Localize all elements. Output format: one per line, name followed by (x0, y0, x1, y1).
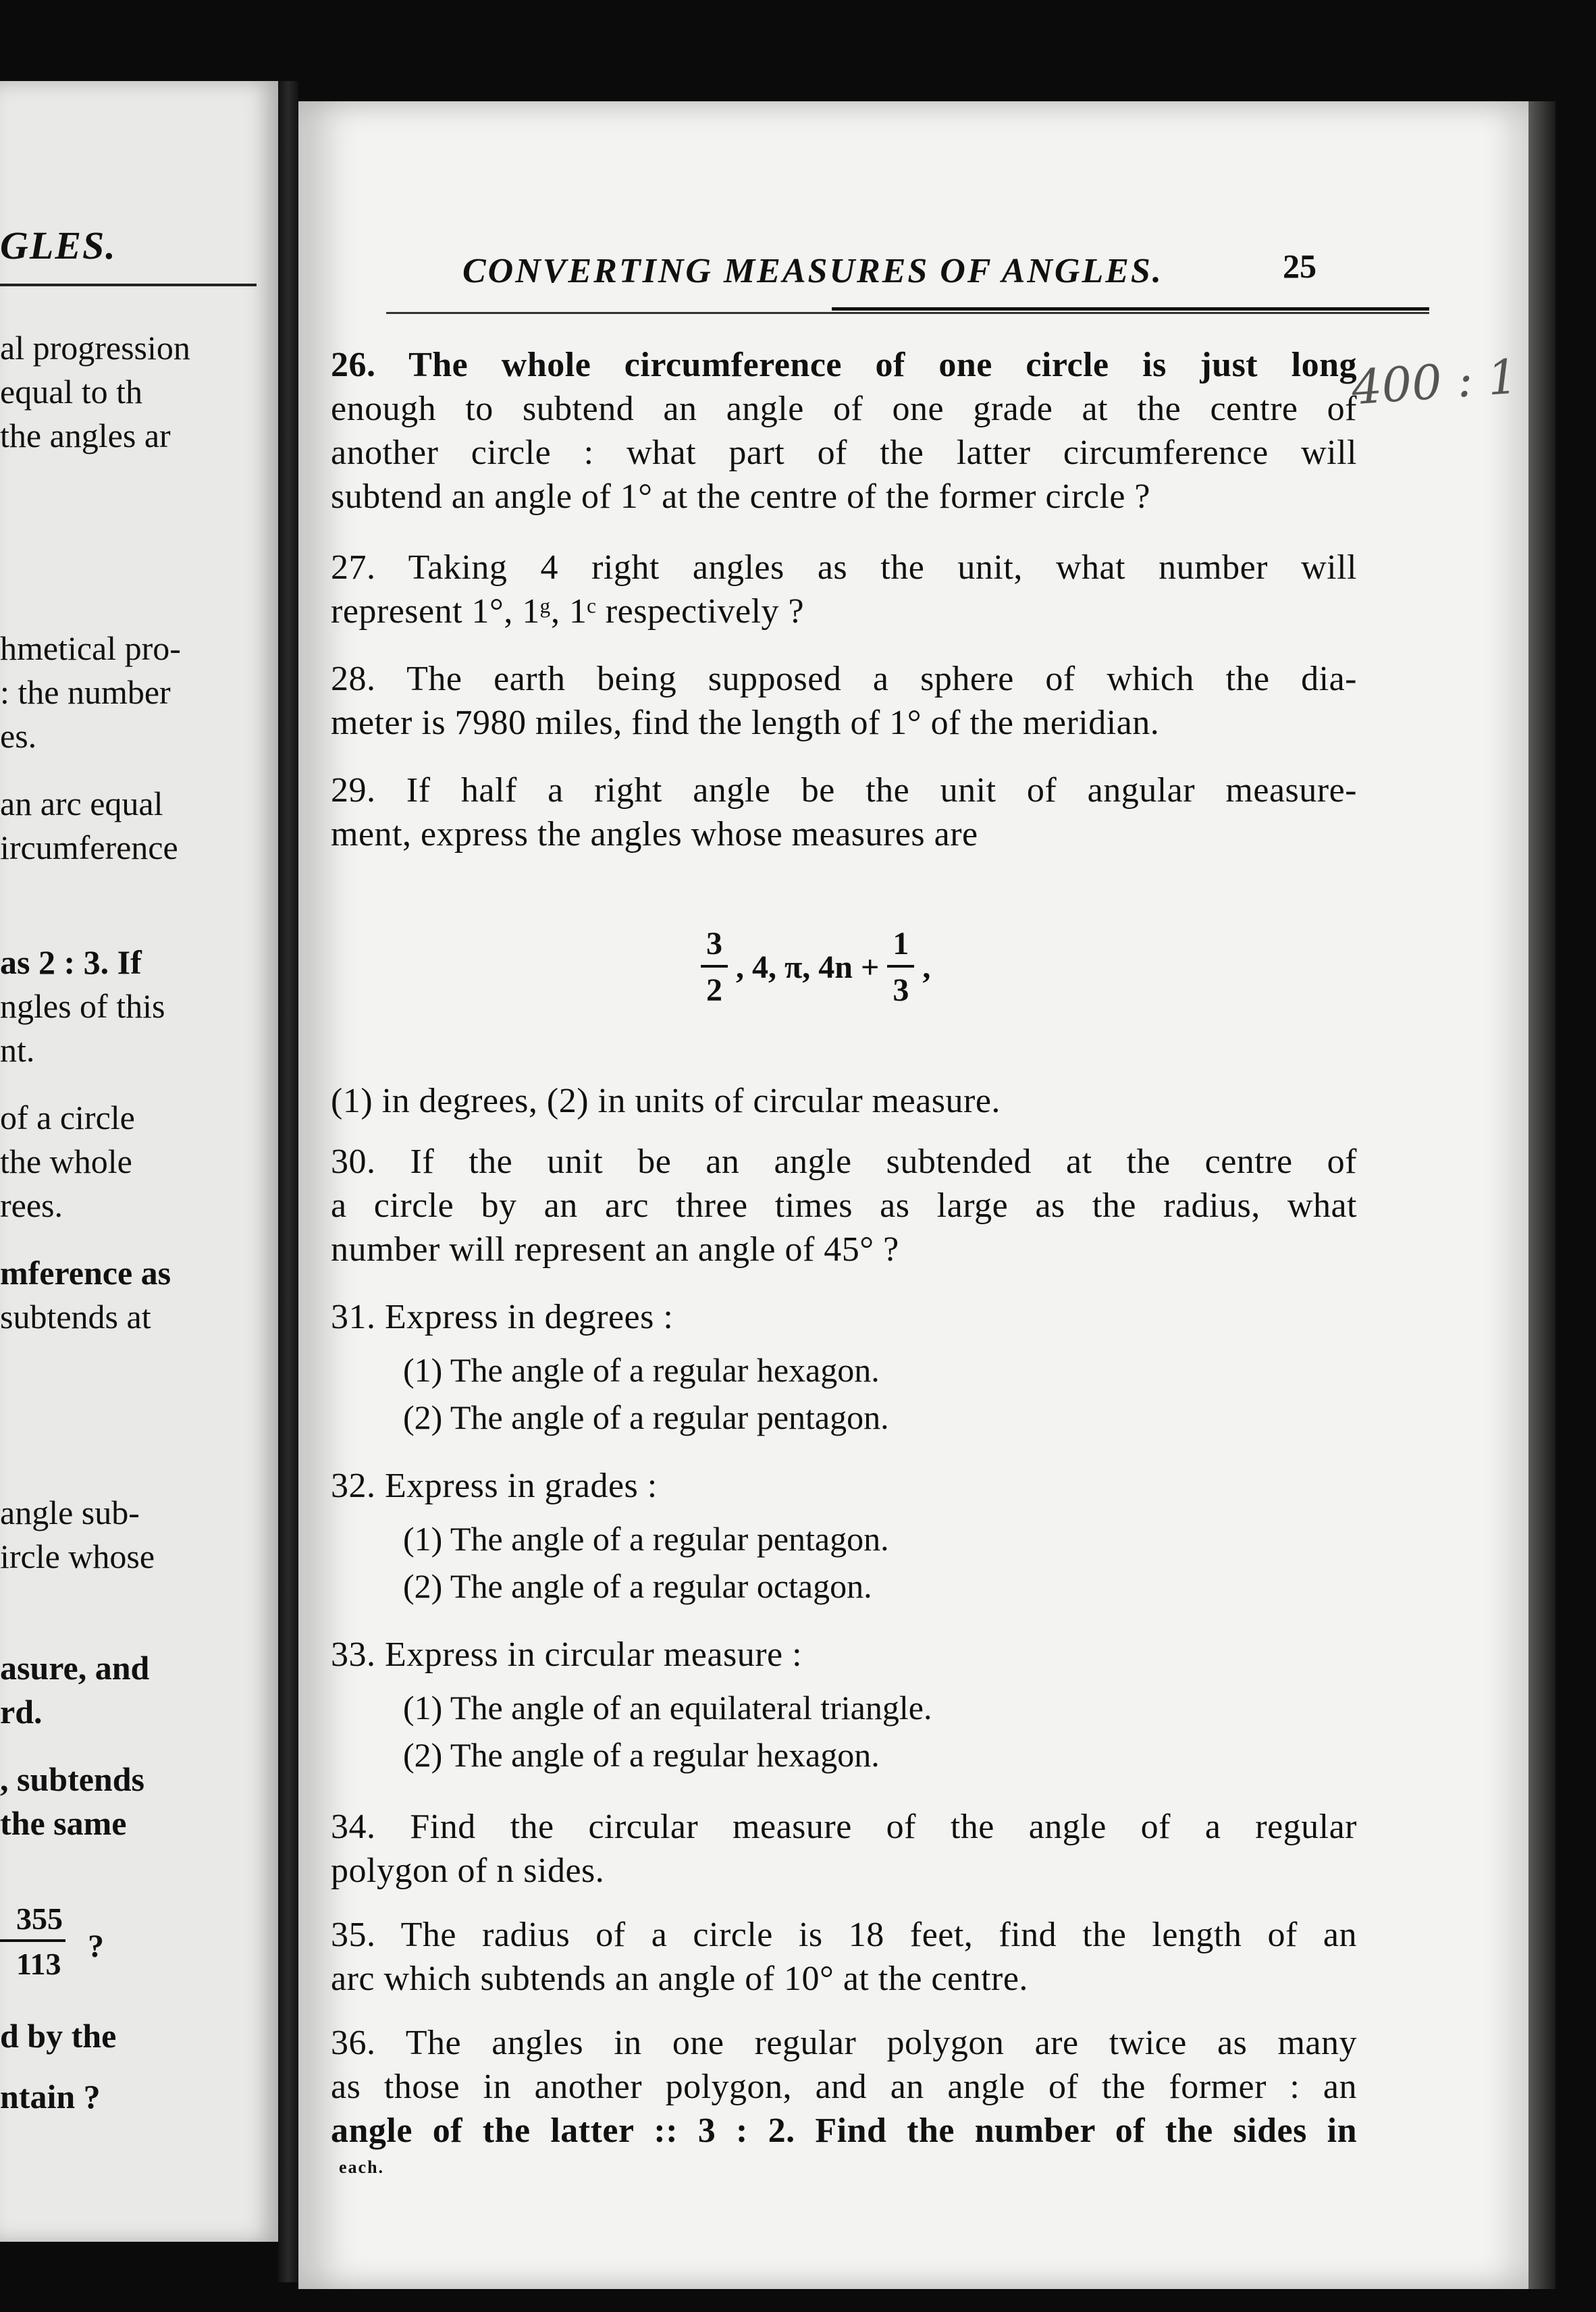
problem-31-item: (1) The angle of a regular hexagon. (403, 1351, 880, 1389)
left-line: ngles of this (0, 987, 165, 1025)
left-line: ircle whose (0, 1538, 155, 1575)
left-line: of a circle (0, 1099, 135, 1136)
problem-30-line: a circle by an arc three times as large as the radius, what (331, 1186, 1357, 1225)
problem-36-line: 36. The angles in one regular polygon are twice as many (331, 2024, 1357, 2062)
catchword: each. (339, 2157, 385, 2177)
left-fraction-numerator: 355 (0, 1901, 65, 1942)
left-line: es. (0, 717, 37, 755)
problem-26-line: enough to subtend an angle of one grade at the centre of (331, 390, 1357, 428)
problem-29-line: ment, express the angles whose measures are (331, 815, 978, 853)
page-edge-shadow (1528, 101, 1555, 2289)
left-line: the angles ar (0, 417, 171, 454)
left-fraction (0, 1901, 104, 1982)
problem-27-line: 27. Taking 4 right angles as the unit, what number will (331, 548, 1357, 587)
problem-33-item: (1) The angle of an equilateral triangle. (403, 1689, 932, 1727)
problem-26-line: another circle : what part of the latter circumference will (331, 434, 1357, 472)
fraction-numerator: 1 (887, 925, 914, 968)
book-gutter (278, 81, 298, 2282)
left-fraction-suffix: ? (88, 1928, 104, 1964)
problem-32-item: (1) The angle of a regular pentagon. (403, 1520, 889, 1558)
problem-34-line: polygon of n sides. (331, 1851, 605, 1890)
left-line: the whole (0, 1142, 132, 1180)
handwritten-margin-note: 400 : 1 (1350, 348, 1520, 416)
left-line: : the number (0, 673, 171, 711)
page-number: 25 (1283, 247, 1316, 285)
left-line: mference as (0, 1254, 171, 1292)
paper-blemish (521, 2228, 539, 2251)
expression-end: , (922, 949, 931, 985)
problem-31-title: 31. Express in degrees : (331, 1298, 674, 1336)
problem-27-line: represent 1°, 1ᵍ, 1ᶜ respectively ? (331, 592, 805, 631)
main-page (298, 101, 1528, 2289)
left-page (0, 81, 278, 2242)
left-line: hmetical pro- (0, 629, 181, 667)
left-line: al progression (0, 329, 190, 367)
problem-32-title: 32. Express in grades : (331, 1467, 658, 1505)
fraction-numerator: 3 (701, 925, 728, 968)
problem-32-item: (2) The angle of a regular octagon. (403, 1567, 872, 1605)
problem-29-parts: (1) in degrees, (2) in units of circular measure. (331, 1082, 1001, 1120)
problem-28-line: 28. The earth being supposed a sphere of which the dia- (331, 660, 1357, 698)
problem-34-line: 34. Find the circular measure of the angle of a regular (331, 1808, 1357, 1846)
problem-33-title: 33. Express in circular measure : (331, 1635, 803, 1674)
problem-33-item: (2) The angle of a regular hexagon. (403, 1736, 880, 1774)
fraction-denominator: 3 (893, 972, 909, 1008)
left-line: rd. (0, 1693, 43, 1731)
left-line: an arc equal (0, 785, 163, 822)
running-head: CONVERTING MEASURES OF ANGLES. (462, 252, 1163, 290)
left-line: ircumference (0, 829, 178, 866)
problem-35-line: arc which subtends an angle of 10° at the centre. (331, 1960, 1028, 1998)
problem-28-line: meter is 7980 miles, find the length of 1° of the meridian. (331, 704, 1160, 742)
left-header-rule (0, 284, 257, 286)
fraction-one-third (887, 925, 914, 1009)
problem-26-line: subtend an angle of 1° at the centre of the former circle ? (331, 477, 1150, 516)
left-line: asure, and (0, 1649, 150, 1687)
left-line: subtends at (0, 1298, 151, 1336)
left-line: nt. (0, 1031, 35, 1069)
problem-30-line: number will represent an angle of 45° ? (331, 1230, 899, 1269)
left-line: angle sub- (0, 1494, 140, 1531)
expression-middle: , 4, π, 4n + (736, 949, 880, 985)
problem-36-line: angle of the latter :: 3 : 2. Find the number of the sides in (331, 2111, 1357, 2150)
left-running-head: GLES. (0, 224, 117, 267)
left-line: equal to th (0, 373, 143, 411)
left-line: , subtends (0, 1760, 144, 1798)
left-line: ntain ? (0, 2078, 101, 2116)
left-line: as 2 : 3. If (0, 943, 142, 981)
fraction-three-halves (701, 925, 728, 1009)
problem-29-line: 29. If half a right angle be the unit of angular measure- (331, 771, 1357, 810)
problem-31-item: (2) The angle of a regular pentagon. (403, 1398, 889, 1436)
problem-30-line: 30. If the unit be an angle subtended at the centre of (331, 1142, 1357, 1181)
left-fraction-denominator: 113 (16, 1947, 61, 1981)
header-rule-thin (386, 312, 1429, 314)
fraction-denominator: 2 (706, 972, 722, 1008)
left-line: the same (0, 1804, 127, 1842)
left-line: rees. (0, 1186, 63, 1224)
problem-26-line: 26. The whole circumference of one circle is just long (331, 346, 1357, 384)
header-rule-thick (832, 307, 1429, 311)
left-line: d by the (0, 2017, 117, 2055)
problem-36-line: as those in another polygon, and an angle of the former : an (331, 2068, 1357, 2106)
problem-29-expression (697, 925, 930, 1009)
problem-35-line: 35. The radius of a circle is 18 feet, find the length of an (331, 1916, 1357, 1954)
